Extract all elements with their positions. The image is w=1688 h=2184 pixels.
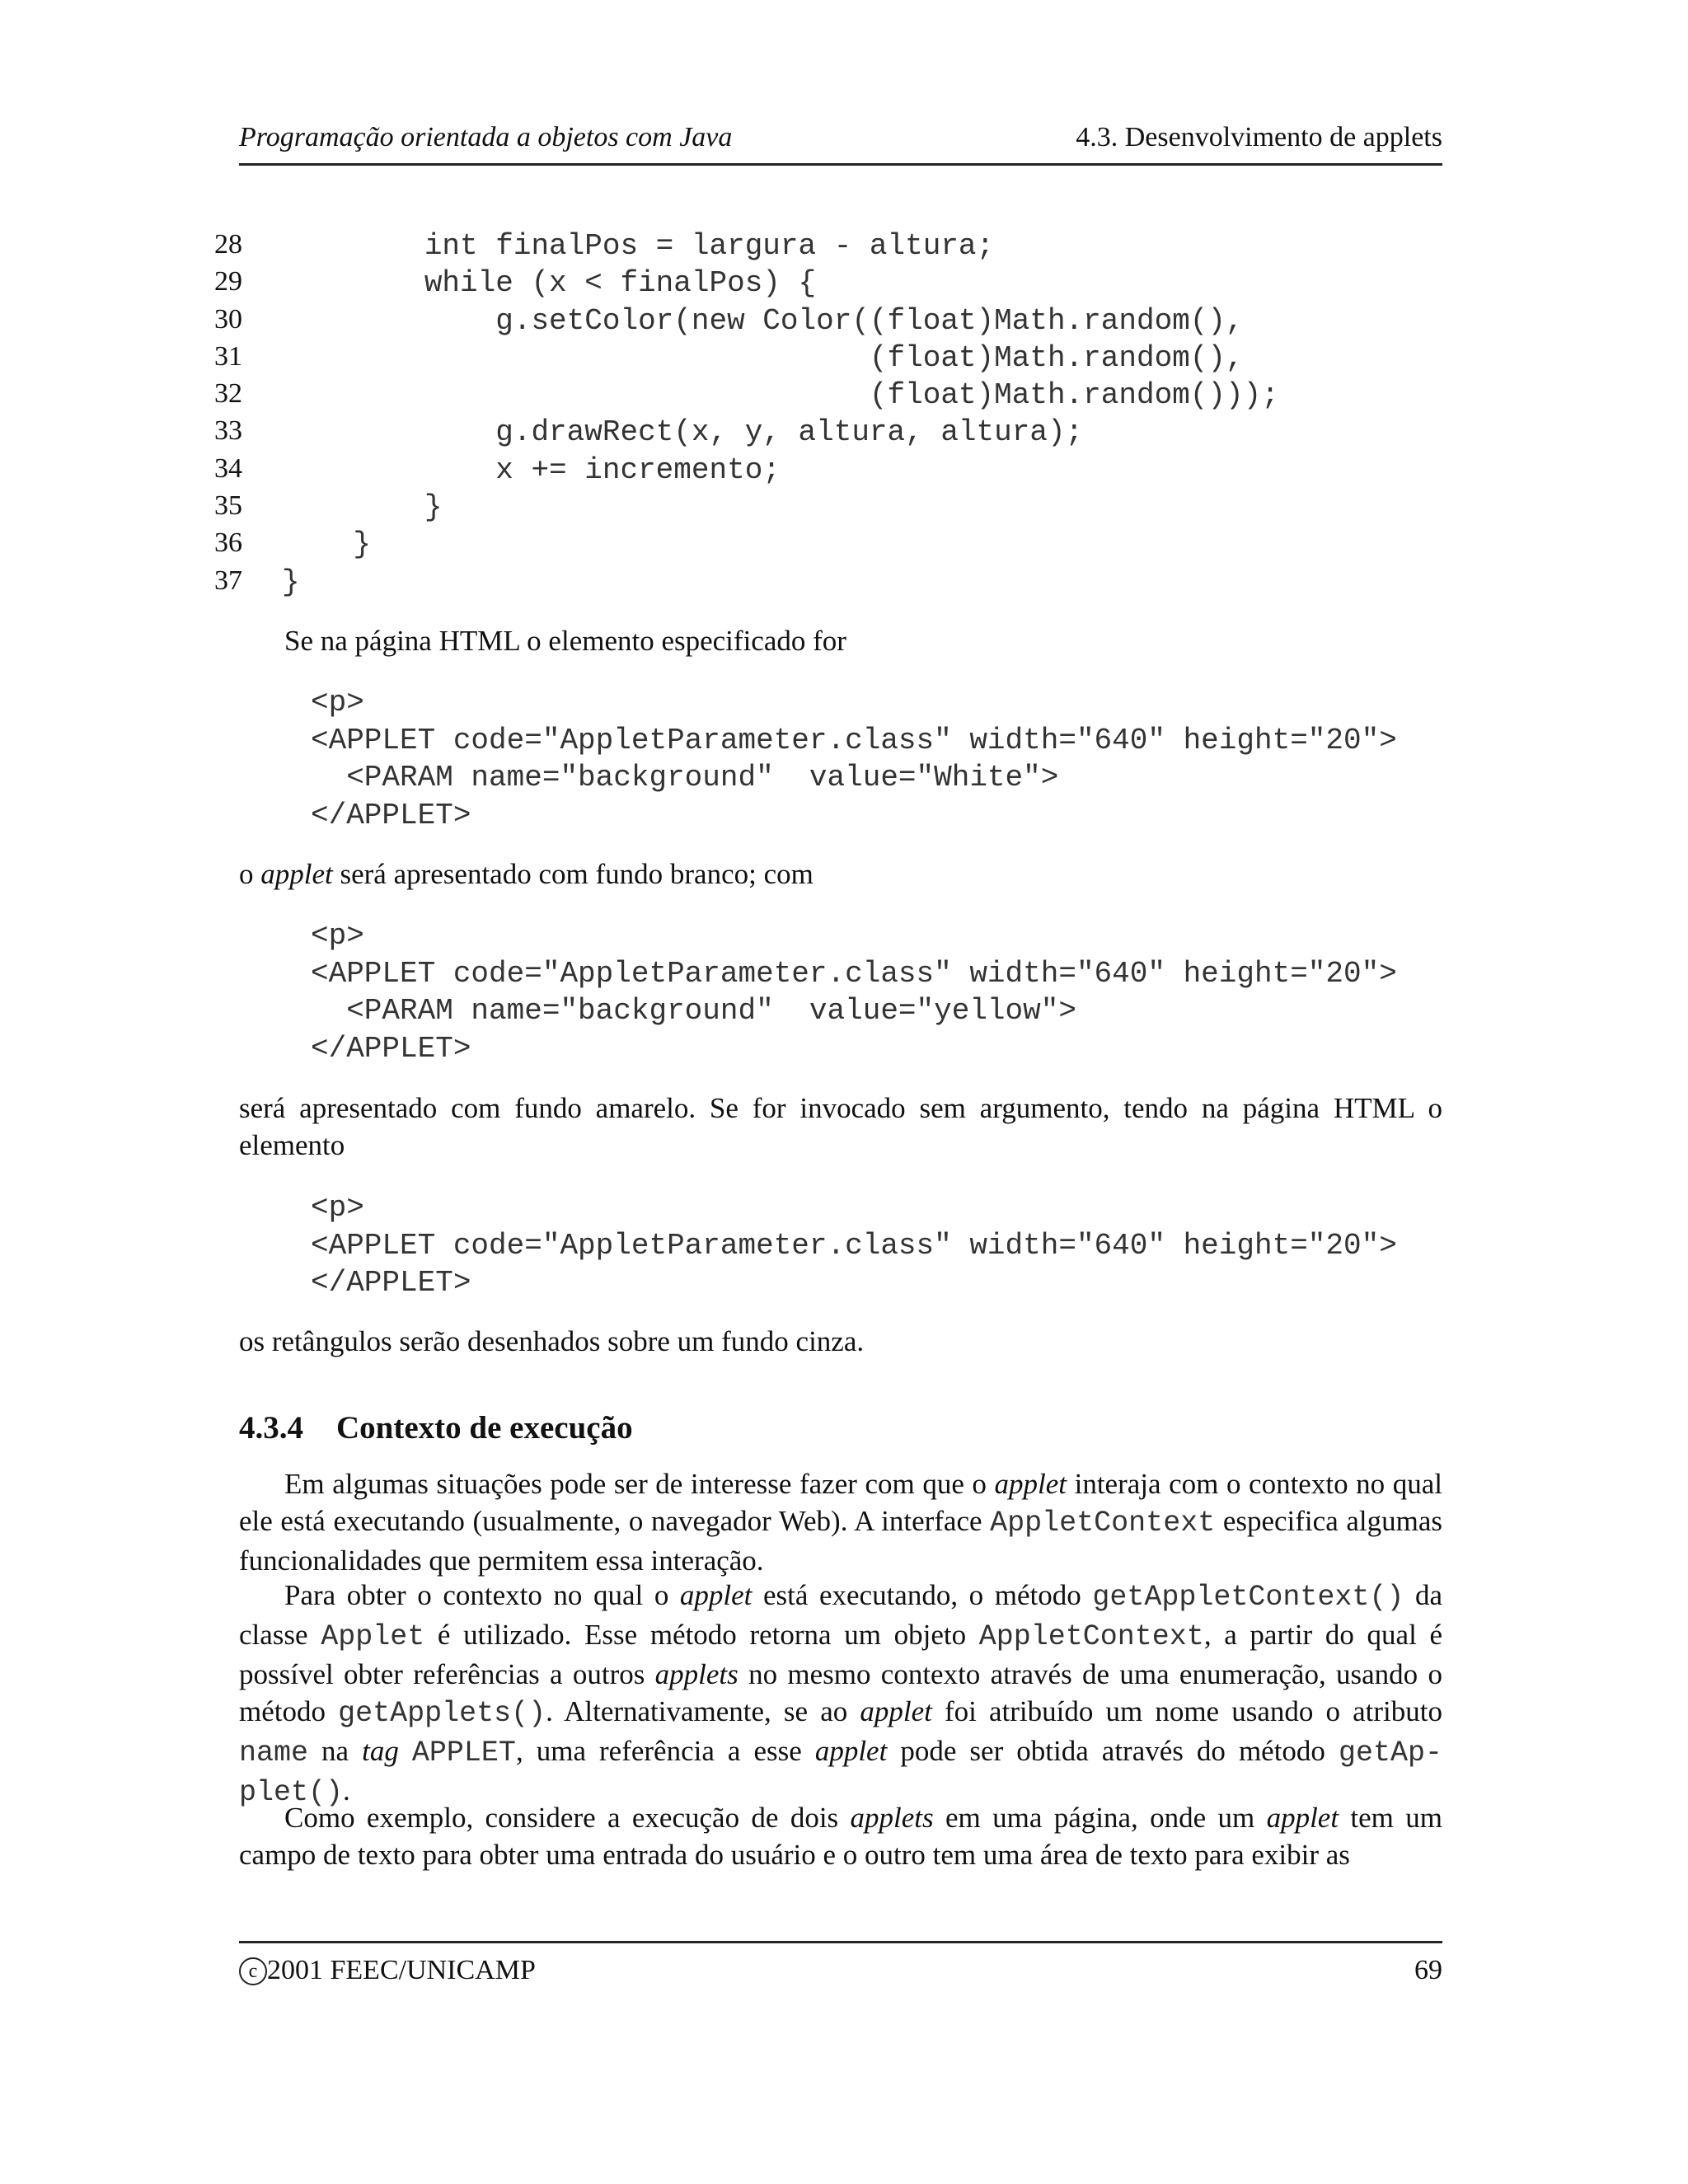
paragraph: Se na página HTML o elemento especificado for [284, 625, 846, 657]
code-line [206, 229, 1442, 266]
line-number: 28 [214, 229, 242, 260]
code-line [206, 266, 1442, 303]
code-text: while (x < finalPos) { [282, 266, 817, 301]
section-number: 4.3.4 [239, 1410, 303, 1446]
line-number: 34 [214, 452, 242, 484]
copyright-icon: c [239, 1957, 267, 1985]
page-number: 69 [1414, 1955, 1442, 1985]
code-line [206, 378, 1442, 415]
running-title: Programação orientada a objetos com Java [239, 122, 733, 152]
code-listing [206, 229, 1442, 602]
code-text: } [282, 527, 372, 562]
line-number: 30 [214, 303, 242, 335]
page-footer [239, 1941, 1442, 1985]
paragraph: será apresentado com fundo amarelo. Se for invocado sem argumento, tendo na página HTML o elemento [239, 1092, 1442, 1161]
paragraph: Como exemplo, considere a execução de dois applets em uma página, onde um applet tem um campo de texto para obter uma entrada do usuário e o outro tem uma área de texto para exibir as [239, 1802, 1442, 1871]
code-line [206, 490, 1442, 527]
code-text: x += incremento; [282, 452, 781, 487]
copyright-notice: c 2001 FEEC/UNICAMP [239, 1955, 536, 1986]
code-text: int finalPos = largura - altura; [282, 229, 995, 263]
code-line [206, 415, 1442, 452]
line-number: 37 [214, 565, 242, 596]
section-heading [239, 1409, 633, 1446]
line-number: 31 [214, 340, 242, 372]
paragraph: os retângulos serão desenhados sobre um fundo cinza. [239, 1325, 865, 1357]
line-number: 29 [214, 266, 242, 298]
line-number: 36 [214, 527, 242, 559]
code-text: g.setColor(new Color((float)Math.random(), [282, 303, 1244, 338]
code-line [206, 304, 1442, 341]
code-text: (float)Math.random(), [282, 340, 1244, 375]
html-snippet: <p> <APPLET code="AppletParameter.class" width="640" height="20"> <PARAM name="background" value="White"> </APPLET> [311, 686, 1397, 832]
code-line [206, 565, 1442, 602]
line-number: 32 [214, 378, 242, 410]
code-text: (float)Math.random())); [282, 378, 1279, 413]
code-text: } [282, 565, 300, 599]
code-text: g.drawRect(x, y, altura, altura); [282, 415, 1084, 450]
code-text: } [282, 490, 443, 525]
paragraph: o applet será apresentado com fundo branco; com [239, 858, 814, 890]
line-number: 35 [214, 490, 242, 522]
section-title: Contexto de execução [336, 1410, 633, 1446]
html-snippet: <p> <APPLET code="AppletParameter.class" width="640" height="20"> <PARAM name="background" value="yellow"> </APPLET> [311, 919, 1397, 1066]
line-number: 33 [214, 415, 242, 447]
code-line [206, 453, 1442, 490]
html-snippet: <p> <APPLET code="AppletParameter.class" width="640" height="20"> </APPLET> [311, 1191, 1397, 1300]
code-line [206, 341, 1442, 378]
paragraph: Para obter o contexto no qual o applet está executando, o método getAppletContext() da classe Applet é utilizado. Esse método retorna um objeto AppletContext, a partir do qual é possível obter referências a outros applets no mesmo contexto através de uma enumeração, usando o método getApplets(). Alternativamente, se ao applet foi atribuído um nome usando o atributo name na tag APPLET, uma referência a esse applet pode ser obtida através do método getAp-plet(). [239, 1579, 1442, 1809]
section-running-title: 4.3. Desenvolvimento de applets [1076, 122, 1442, 152]
page-header [239, 122, 1442, 166]
paragraph: Em algumas situações pode ser de interesse fazer com que o applet interaja com o contexto no qual ele está executando (usualmente, o navegador Web). A interface AppletContext especifica algumas funcionalidades que permitem essa interação. [239, 1468, 1443, 1577]
code-line [206, 527, 1442, 565]
